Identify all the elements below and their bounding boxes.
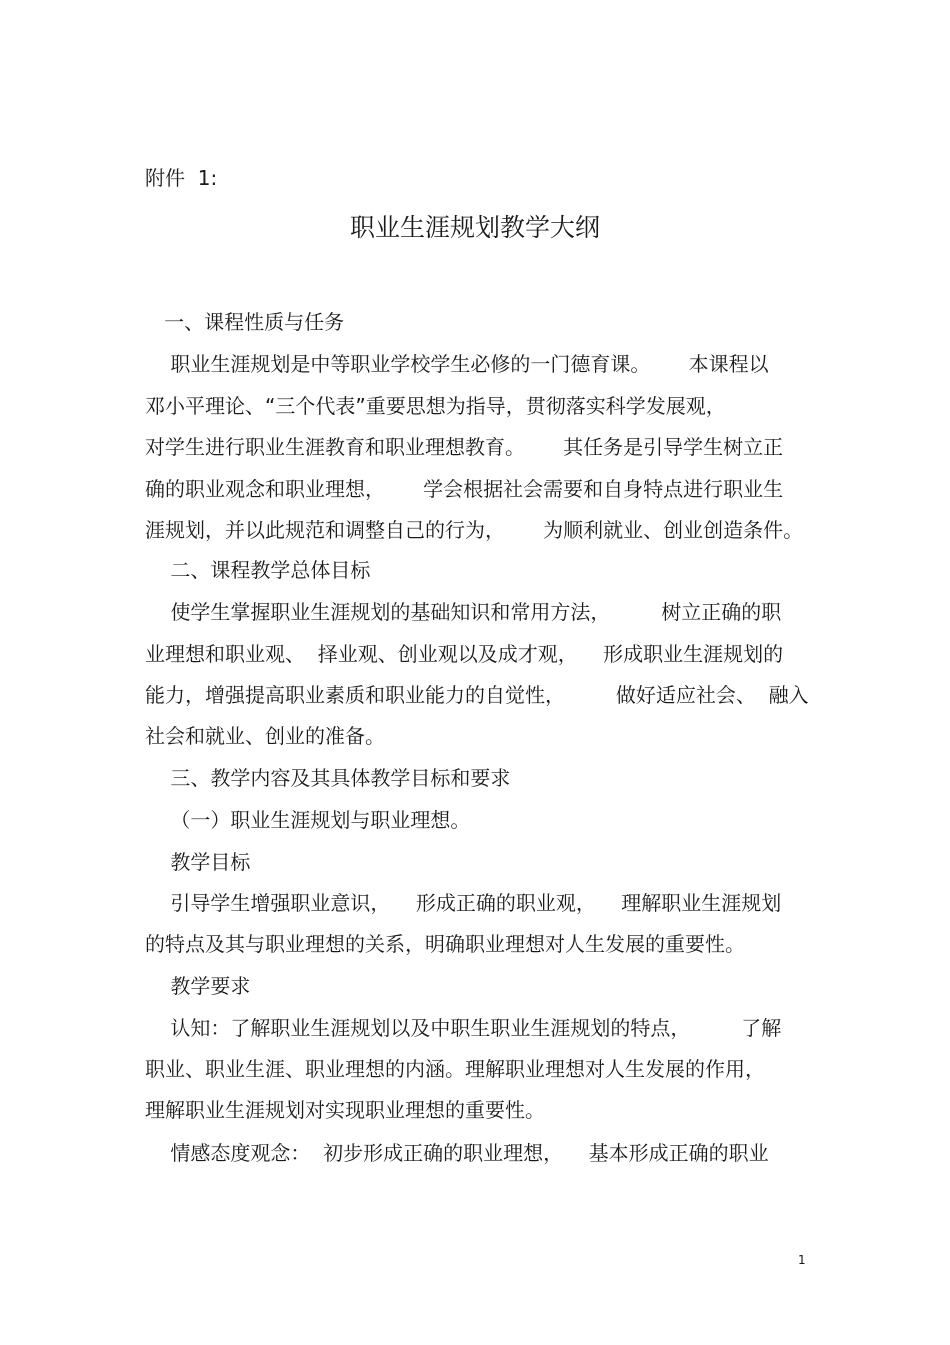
body-line: （一）职业生涯规划与职业理想。 (145, 808, 471, 832)
body-line: 情感态度观念： 初步形成正确的职业理想， 基本形成正确的职业 (145, 1141, 769, 1165)
attachment-label: 附件 1: (145, 166, 218, 190)
body-line: 确的职业观念和职业理想， 学会根据社会需要和自身特点进行职业生 (145, 477, 784, 501)
body-line: 对学生进行职业生涯教育和职业理想教育。 其任务是引导学生树立正 (145, 435, 784, 459)
body-line: 使学生掌握职业生涯规划的基础知识和常用方法， 树立正确的职 (145, 600, 782, 624)
body-line: 三、教学内容及其具体教学目标和要求 (145, 766, 511, 790)
body-line: 教学要求 (145, 974, 251, 998)
body-line: 教学目标 (145, 850, 251, 874)
body-line: 的特点及其与职业理想的关系，明确职业理想对人生发展的重要性。 (145, 932, 745, 956)
body-line: 一、课程性质与任务 (145, 310, 345, 334)
body-line: 认知：了解职业生涯规划以及中职生职业生涯规划的特点， 了解 (145, 1016, 782, 1040)
body-line: 职业生涯规划是中等职业学校学生必修的一门德育课。 本课程以 (145, 352, 769, 376)
body-line: 理解职业生涯规划对实现职业理想的重要性。 (145, 1098, 545, 1122)
body-line: 引导学生增强职业意识， 形成正确的职业观， 理解职业生涯规划 (145, 891, 782, 915)
body-line: 社会和就业、创业的准备。 (145, 724, 385, 748)
document-title: 职业生涯规划教学大纲 (349, 213, 600, 242)
page-number: 1 (798, 1253, 806, 1267)
body-line: 二、课程教学总体目标 (145, 558, 371, 582)
body-line: 职业、职业生涯、职业理想的内涵。理解职业理想对人生发展的作用， (145, 1057, 765, 1081)
body-line: 邓小平理论、“三个代表”重要思想为指导，贯彻落实科学发展观， (145, 394, 726, 418)
body-line: 能力，增强提高职业素质和职业能力的自觉性， 做好适应社会、 融入 (145, 683, 809, 707)
body-line: 业理想和职业观、 择业观、创业观以及成才观， 形成职业生涯规划的 (145, 642, 784, 666)
body-line: 涯规划，并以此规范和调整自己的行为， 为顺利就业、创业创造条件。 (145, 518, 804, 542)
